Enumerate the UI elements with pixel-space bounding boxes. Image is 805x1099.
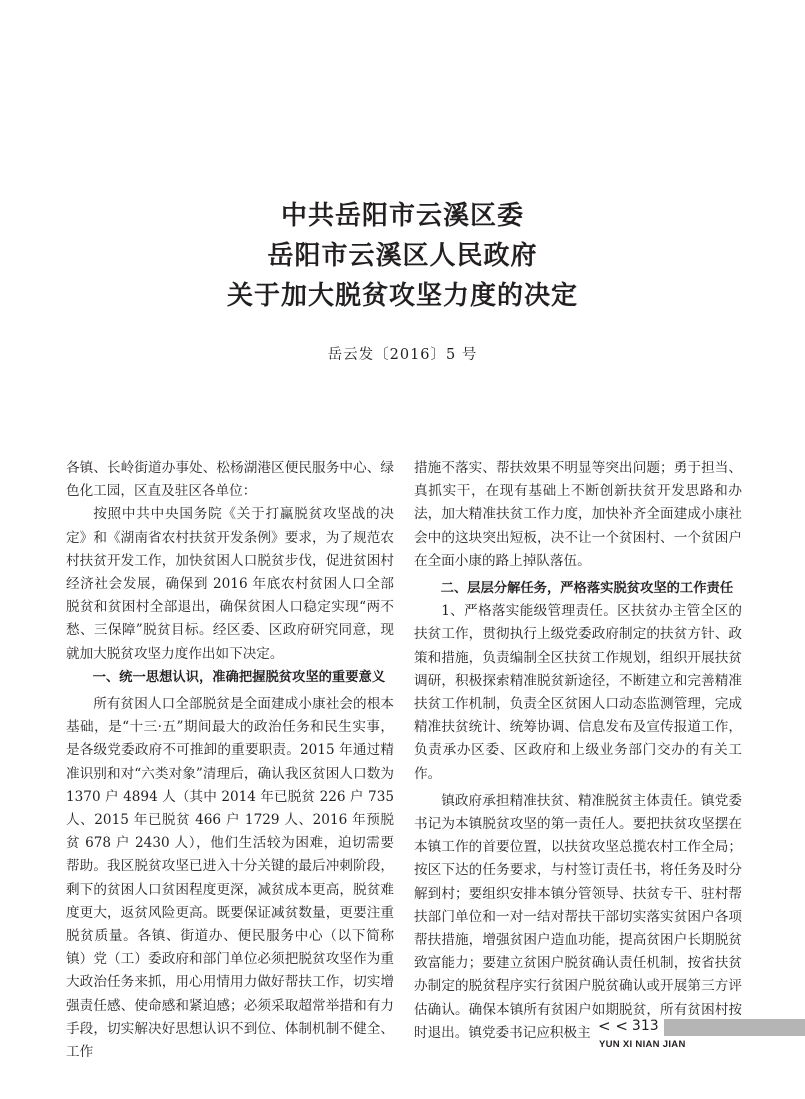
- paragraph: 镇政府承担精准扶贫、精准脱贫主体责任。镇党委书记为本镇脱贫攻坚的第一责任人。要把扶贫攻坚摆在本镇工作的首要位置，以扶贫攻坚总揽农村工作全局；按区下达的任务要求，与村签订责任书，将任务及时分解到村；要组织安排本镇分管领导、扶贫专干、驻村帮扶部门单位和一对一结对帮扶干部切实落实贫困户各项帮扶措施，增强贫困户造血功能，提高贫困户长期脱贫致富能力；要建立贫困户脱贫确认责任机制，按省扶贫办制定的脱贫程序实行贫困户脱贫确认或开展第三方评估确认。确保本镇所有贫困户如期脱贫，所有贫困村按时退出。镇党委书记应积极主: [414, 792, 742, 1041]
- page-number: [598, 1017, 659, 1035]
- document-title: [0, 196, 805, 316]
- title-line-1: 中共岳阳市云溪区委: [280, 201, 524, 231]
- page-number-value: 313: [631, 1018, 659, 1034]
- title-line-2: 岳阳市云溪区人民政府: [267, 241, 538, 271]
- section-heading: 一、统一思想认识，准确把握脱贫攻坚的重要意义: [92, 669, 386, 685]
- title-line-3: 关于加大脱贫攻坚力度的决定: [226, 281, 578, 311]
- paragraph: 所有贫困人口全部脱贫是全面建成小康社会的根本基础，是“十三·五”期间最大的政治任务和民生实事，是各级党委政府不可推卸的重要职责。2015 年通过精准识别和对“六类对象”清理后，确认我区贫困人口数为 1370 户 4894 人（其中 2014 年已脱贫 226 户 735 人、2015 年已脱贫 466 户 1729 人、2016 年预脱贫 678 户 2430 人），他们生活较为困难，迫切需要帮助。我区脱贫攻坚已进入十分关键的最后冲刺阶段，剩下的贫困人口贫困程度更深，减贫成本更高，脱贫难度更大，返贫风险更高。既要保证减贫数量，更要注重脱贫质量。各镇、街道办、便民服务中心（以下简称镇）党（工）委政府和部门单位必须把脱贫攻坚作为重大政治任务来抓，用心用情用力做好帮扶工作，切实增强责任感、使命感和紧迫感；必须采取超常举措和有力手段，切实解决好思想认识不到位、体制机制不健全、工作: [66, 696, 394, 1061]
- section-heading: 二、层层分解任务，严格落实脱贫攻坚的工作责任: [440, 581, 734, 597]
- yearbook-label: YUN XI NIAN JIAN: [599, 1039, 686, 1050]
- paragraph: 各镇、长岭街道办事处、松杨湖港区便民服务中心、绿色化工园，区直及驻区各单位：: [66, 460, 394, 500]
- chevron-left-icon: < <: [598, 1017, 628, 1035]
- right-column: [414, 457, 742, 1045]
- paragraph: 按照中共中央国务院《关于打赢脱贫攻坚战的决定》和《湖南省农村扶贫开发条例》要求，为了规范农村扶贫开发工作，加快贫困人口脱贫步伐，促进贫困村经济社会发展，确保到 2016 年底农村贫困人口全部脱贫和贫困村全部退出，确保贫困人口稳定实现“两不愁、三保障”脱贫目标。经区委、区政府研究同意，现就加大脱贫攻坚力度作出如下决定。: [66, 506, 394, 662]
- left-column: [66, 457, 394, 1064]
- paragraph: 措施不落实、帮扶效果不明显等突出问题；勇于担当、真抓实干，在现有基础上不断创新扶贫开发思路和办法，加大精准扶贫工作力度，加快补齐全面建成小康社会中的这块突出短板，决不让一个贫困村、一个贫困户在全面小康的路上掉队落伍。: [414, 460, 742, 569]
- paragraph: 1、严格落实能级管理责任。区扶贫办主管全区的扶贫工作，贯彻执行上级党委政府制定的扶贫方针、政策和措施，负责编制全区扶贫工作规划，组织开展扶贫调研，积极探索精准脱贫新途径，不断建立和完善精准扶贫工作机制，负责全区贫困人口动态监测管理，完成精准扶贫统计、统筹协调、信息发布及宣传报道工作，负责承办区委、区政府和上级业务部门交办的有关工作。: [414, 603, 742, 782]
- document-number: 岳云发〔2016〕5 号: [327, 347, 478, 363]
- footer-bar: [664, 1019, 805, 1036]
